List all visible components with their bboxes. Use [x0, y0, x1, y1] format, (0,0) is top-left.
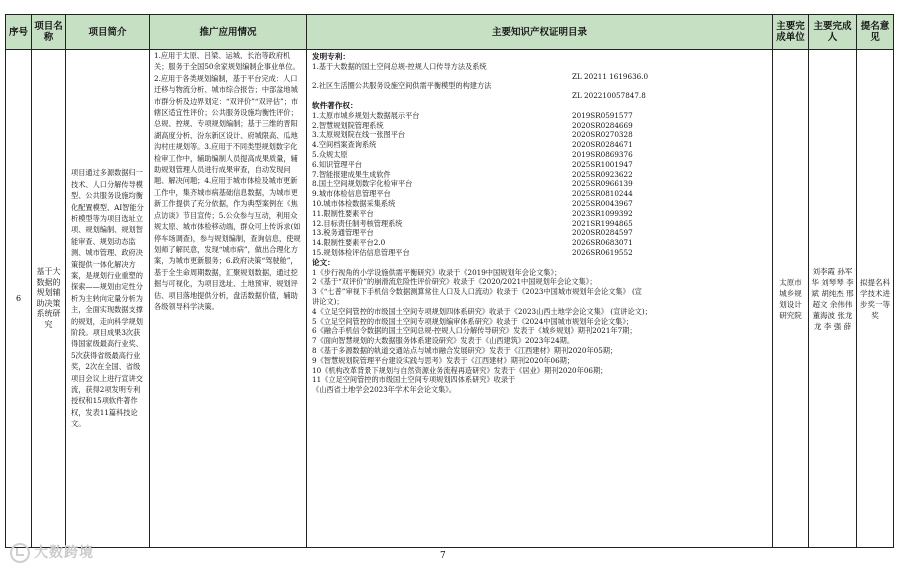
ip-item-text: 7.智能报建成果生成软件	[312, 169, 391, 179]
project-table	[5, 14, 894, 548]
ip-item-text: 12.目标责任制考核管理系统	[312, 218, 403, 228]
ip-item-text: 4.空间档案查询系统	[312, 140, 377, 150]
ip-item-text: 15.规划体检评估信息管理平台	[312, 247, 410, 257]
ip-item-text: 7《面向智慧规划的大数据服务体系建设研究》发表于《山西建筑》2023年24期。	[312, 336, 575, 346]
ip-item-text: 2《基于“双评价”的崩滑流危险性评价研究》收录于《2020/2021中国规划年会论文集》；	[312, 277, 597, 287]
ip-item-code: 2025SR0043967	[572, 198, 633, 208]
ip-item-text: 3《“七普”审视下手机信令数据测算常住人口及人口流动》收录于《2023中国城市规划年会论文集》 (宣	[312, 287, 642, 297]
ip-item-text: 11《立足空间管控的市级国土空间专项规划四体系研究》收录于	[312, 375, 516, 385]
ip-list-item	[312, 111, 768, 121]
ip-list-item	[312, 150, 768, 160]
ip-item-text: 讲论文)；	[312, 296, 344, 306]
ip-item-code: 2025SR0810244	[572, 189, 633, 199]
ip-list-item	[312, 287, 768, 297]
ip-list-item	[312, 356, 768, 366]
ip-list-item	[312, 62, 768, 72]
ip-list-item	[312, 385, 768, 395]
ip-item-code: 2023SR1099392	[572, 208, 633, 218]
ip-item-code: 2025SR0923622	[572, 169, 633, 179]
ip-list-item	[312, 277, 768, 287]
ip-list-item	[312, 179, 768, 189]
ip-list-item	[312, 375, 768, 385]
ip-list-item	[312, 326, 768, 336]
ip-item-code: 2020SR0284597	[572, 228, 633, 238]
ip-list-item	[312, 199, 768, 209]
ip-item-text: 《山西省土地学会2023年学术年会论文集》。	[312, 385, 457, 395]
ip-list-item	[312, 219, 768, 229]
ip-item-code: 2026SR0683071	[572, 238, 633, 248]
table-header-row	[6, 15, 894, 50]
cell-persons: 刘李霞 孙军华 刘琴琴 李 斌 胡纯杰 邢超文 余伟伟 董海波 张龙龙 李 强 薛	[809, 50, 857, 548]
watermark-text: 大数跨境	[34, 545, 94, 561]
ip-list-item	[312, 160, 768, 170]
page-number: 7	[440, 551, 446, 561]
ip-list-item	[312, 130, 768, 140]
ip-item-text: 4《立足空间管控的市级国土空间专项规划四体系研究》收录于《2023山西土地学会论文集》 (宣讲论文)；	[312, 306, 652, 316]
cell-promotion: 1.应用于太原、吕梁、运城、长治等政府机关；服务于全国50余家规划编制企事业单位。2.应用于各类规划编制，基于平台完成：人口迁移与物流分析、城市综合报告；中部盆地城市群分析及边界划定：“双评价”“双评估”；市辖区适宜性评价；公共服务设施均衡性评价；总规、控规、专项规划编制；基于三维的晋阳湖高度分析、汾东新区设计、府城限高、瓜地沟村庄规划等。3.应用于不同类型规划数字化检审工作中，辅助编制人员提高成果质量，辅助规划管理人员进行成果审查，自动发现问题、解决问题；4.应用于城市体检及城市更新工作中，集齐城市病基础信息数据，为城市更新工作提供了充分依据，作为典型案例在《焦点访谈》节目宣传；5.公众参与互动，利用众规太原、城市体检移动端，群众可上传诉求(如停车场调查)，参与规划编制，查询信息，使规划师了解民意，发现“城市病”，做出合理化方案，为城市更新服务；6.政府决策“驾驶舱”，基于全生命周期数据，汇聚规划数据，通过挖掘与可视化，为项目选址、土地预审、规划评估、项目落地提供分析，盘活数据价值，辅助各级领导科学决策。	[150, 50, 307, 548]
ip-list-item	[312, 209, 768, 219]
ip-list-item	[312, 228, 768, 238]
ip-list-item	[312, 238, 768, 248]
ip-list-item	[312, 91, 768, 101]
cell-ip-list	[307, 50, 773, 548]
ip-section-heading	[312, 101, 768, 111]
ip-item-text: 10《机构改革背景下规划与自然资源业务流程再造研究》发表于《居业》期刊2020年06期；	[312, 365, 608, 375]
ip-item-text: 论文：	[312, 257, 335, 267]
ip-list-item	[312, 268, 768, 278]
ip-item-text: 2.社区生活圈公共服务设施空间供需平衡模型的构建方法	[312, 81, 492, 91]
header-opinion: 提名意见	[857, 15, 894, 50]
ip-item-code: ZL 202210057847.8	[572, 91, 646, 101]
ip-list-item	[312, 307, 768, 317]
ip-list-item	[312, 72, 768, 82]
logo-icon	[10, 543, 30, 563]
header-unit: 主要完成单位	[773, 15, 809, 50]
ip-item-code: 2019SR0869376	[572, 149, 633, 159]
ip-item-text: 3.太原规划院在线一张图平台	[312, 130, 406, 140]
ip-list-item	[312, 336, 768, 346]
header-seq: 序号	[6, 15, 32, 50]
ip-item-text: 6.知识管理平台	[312, 159, 362, 169]
ip-item-text: 5《立足空间管控的市级国土空间专项规划编审体系研究》收录于《2024中国城市规划年会论文集》；	[312, 316, 634, 326]
ip-item-text: 1.基于大数据的国土空间总规-控规人口传导方法及系统	[312, 61, 487, 71]
ip-item-text: 8《基于多源数据的轨道交通站点与城市融合发展研究》发表于《江西建材》期刊2020年05期；	[312, 345, 618, 355]
ip-item-text: 10.城市体检数据采集系统	[312, 198, 396, 208]
ip-list-item	[312, 317, 768, 327]
cell-project-intro: 项目通过多源数据归一技术、人口分解传导模型、公共服务设施均衡化配置模型、AI智能分析模型等为项目选址立项、规划编制、规划智能审查、规划动态监测、城市管理、政府决策提供一体化解决方案，是规划行业重塑的探索——规划由定性分析为主转向定量分析为主，全面实现数据支撑的规划，走向科学规划阶段。项目成果3次获得国家级最高行业奖、5次获得省级最高行业奖，2次在全国、省级项目会议上进行宣讲交流，获得2项发明专利授权和15项软件著作权，发表11篇科技论文。	[66, 50, 150, 548]
header-promo: 推广应用情况	[150, 15, 307, 50]
document-page	[5, 14, 893, 548]
ip-item-code: 2025SR1001947	[572, 159, 633, 169]
ip-list-item	[312, 140, 768, 150]
ip-item-text: 6《融合手机信令数据的国土空间总规-控规人口分解传导研究》发表于《城乡规划》期刊2021年7期；	[312, 326, 637, 336]
cell-project-name: 基于大数据的规划辅助决策系统研究	[32, 50, 66, 548]
ip-item-text: 软件著作权：	[312, 100, 358, 110]
ip-list-item	[312, 297, 768, 307]
ip-item-code: 2020SR0284669	[572, 120, 633, 130]
ip-item-code: 2020SR0270328	[572, 130, 633, 140]
ip-list-item	[312, 121, 768, 131]
table-row	[6, 50, 894, 548]
ip-item-text: 11.限制性要素平台	[312, 208, 374, 218]
header-person: 主要完成人	[809, 15, 857, 50]
header-ip: 主要知识产权证明目录	[307, 15, 773, 50]
ip-list-item	[312, 248, 768, 258]
header-name: 项目名称	[32, 15, 66, 50]
ip-item-text: 9《智慧规划院管理平台建设实践与思考》发表于《江西建材》期刊2020年06期；	[312, 355, 575, 365]
ip-item-code: 2020SR0284671	[572, 140, 633, 150]
ip-item-code: 2021SR1994865	[572, 218, 633, 228]
ip-item-code: 2026SR0619552	[572, 247, 633, 257]
ip-item-text: 13.税务通管理平台	[312, 228, 374, 238]
ip-item-text: 1.太原市城乡规划大数据展示平台	[312, 110, 420, 120]
ip-section-heading	[312, 258, 768, 268]
ip-list	[312, 52, 768, 395]
ip-item-text: 2.智慧规划院管理系统	[312, 120, 384, 130]
ip-item-text: 9.城市体检信息管理平台	[312, 189, 391, 199]
watermark-logo	[10, 542, 94, 563]
ip-item-text: 1《步行视角的小学设施供需平衡研究》收录于《2019中国规划年会论文集》；	[312, 267, 562, 277]
ip-list-item	[312, 346, 768, 356]
cell-opinion: 拟提名科学技术进步奖一等奖	[857, 50, 894, 548]
ip-list-item	[312, 189, 768, 199]
ip-list-item	[312, 170, 768, 180]
ip-item-code: ZL 20211 1619636.0	[572, 71, 649, 81]
ip-list-item	[312, 366, 768, 376]
ip-section-heading	[312, 52, 768, 62]
cell-seq: 6	[6, 50, 32, 548]
ip-item-text: 5.众规太原	[312, 149, 348, 159]
ip-item-text: 8.国土空间规划数字化检审平台	[312, 179, 413, 189]
cell-unit: 太原市城乡规划设计研究院	[773, 50, 809, 548]
ip-list-item	[312, 81, 768, 91]
ip-item-code: 2019SR0591577	[572, 110, 633, 120]
header-intro: 项目简介	[66, 15, 150, 50]
ip-item-text: 发明专利：	[312, 52, 350, 61]
ip-item-text: 14.限制性要素平台2.0	[312, 238, 386, 248]
ip-item-code: 2025SR0966139	[572, 179, 633, 189]
